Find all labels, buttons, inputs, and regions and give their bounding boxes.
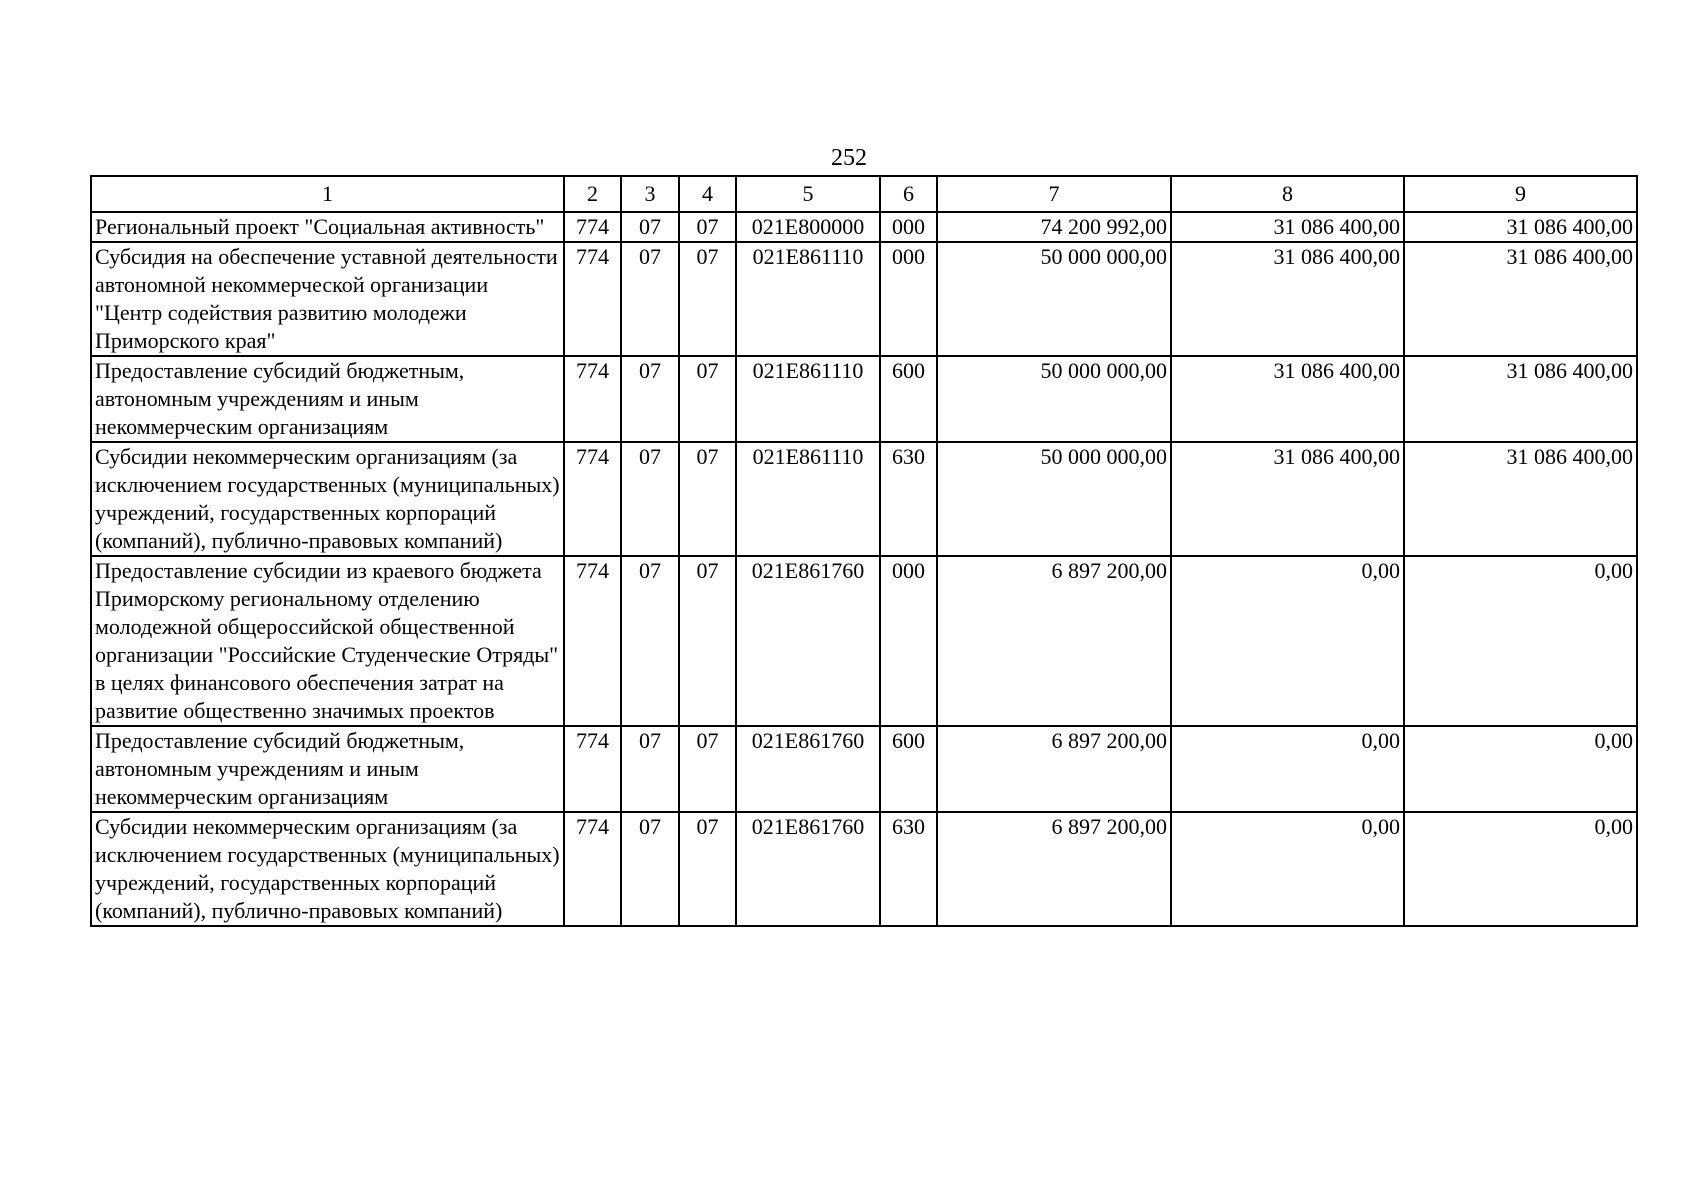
expense-type-code: 000	[880, 556, 937, 726]
amount-col8: 0,00	[1171, 812, 1404, 926]
amount-col9: 31 086 400,00	[1404, 242, 1637, 356]
expense-type-code: 600	[880, 356, 937, 442]
amount-col7: 50 000 000,00	[937, 242, 1171, 356]
target-article-code: 021E861110	[736, 442, 880, 556]
section-code: 07	[621, 356, 679, 442]
amount-col7: 6 897 200,00	[937, 556, 1171, 726]
subsection-code: 07	[679, 356, 736, 442]
table-row	[91, 812, 1637, 926]
budget-table	[90, 175, 1638, 927]
ministry-code: 774	[564, 556, 621, 726]
amount-col7: 50 000 000,00	[937, 356, 1171, 442]
expense-type-code: 630	[880, 812, 937, 926]
section-code: 07	[621, 812, 679, 926]
target-article-code: 021E800000	[736, 212, 880, 242]
section-code: 07	[621, 556, 679, 726]
target-article-code: 021E861760	[736, 726, 880, 812]
column-header: 3	[621, 176, 679, 212]
ministry-code: 774	[564, 242, 621, 356]
row-name: Предоставление субсидий бюджетным, автономным учреждениям и иным некоммерческим организациям	[91, 356, 564, 442]
column-header: 7	[937, 176, 1171, 212]
column-header: 9	[1404, 176, 1637, 212]
subsection-code: 07	[679, 212, 736, 242]
column-header: 6	[880, 176, 937, 212]
target-article-code: 021E861760	[736, 556, 880, 726]
column-header: 2	[564, 176, 621, 212]
amount-col9: 0,00	[1404, 556, 1637, 726]
ministry-code: 774	[564, 812, 621, 926]
expense-type-code: 000	[880, 212, 937, 242]
amount-col7: 6 897 200,00	[937, 812, 1171, 926]
row-name: Субсидия на обеспечение уставной деятельности автономной некоммерческой организации "Центр содействия развитию молодежи Приморского края"	[91, 242, 564, 356]
column-header: 5	[736, 176, 880, 212]
column-number-row	[91, 176, 1637, 212]
table-body	[91, 212, 1637, 926]
ministry-code: 774	[564, 726, 621, 812]
table-row	[91, 212, 1637, 242]
section-code: 07	[621, 242, 679, 356]
section-code: 07	[621, 442, 679, 556]
column-header: 4	[679, 176, 736, 212]
amount-col7: 74 200 992,00	[937, 212, 1171, 242]
expense-type-code: 600	[880, 726, 937, 812]
target-article-code: 021E861110	[736, 356, 880, 442]
amount-col8: 31 086 400,00	[1171, 242, 1404, 356]
ministry-code: 774	[564, 212, 621, 242]
target-article-code: 021E861110	[736, 242, 880, 356]
ministry-code: 774	[564, 442, 621, 556]
subsection-code: 07	[679, 556, 736, 726]
amount-col7: 50 000 000,00	[937, 442, 1171, 556]
amount-col8: 31 086 400,00	[1171, 212, 1404, 242]
amount-col9: 31 086 400,00	[1404, 356, 1637, 442]
row-name: Предоставление субсидий бюджетным, автономным учреждениям и иным некоммерческим организациям	[91, 726, 564, 812]
row-name: Предоставление субсидии из краевого бюджета Приморскому региональному отделению молодежной общероссийской общественной организации "Российские Студенческие Отряды" в целях финансового обеспечения затрат на развитие общественно значимых проектов	[91, 556, 564, 726]
page-number: 252	[831, 145, 867, 171]
subsection-code: 07	[679, 242, 736, 356]
subsection-code: 07	[679, 726, 736, 812]
row-name: Региональный проект "Социальная активность"	[91, 212, 564, 242]
amount-col9: 0,00	[1404, 726, 1637, 812]
amount-col8: 31 086 400,00	[1171, 442, 1404, 556]
column-header: 1	[91, 176, 564, 212]
amount-col8: 0,00	[1171, 556, 1404, 726]
section-code: 07	[621, 212, 679, 242]
amount-col8: 0,00	[1171, 726, 1404, 812]
row-name: Субсидии некоммерческим организациям (за исключением государственных (муниципальных) учреждений, государственных корпораций (компаний), публично-правовых компаний)	[91, 442, 564, 556]
column-header: 8	[1171, 176, 1404, 212]
ministry-code: 774	[564, 356, 621, 442]
table-row	[91, 556, 1637, 726]
amount-col9: 0,00	[1404, 812, 1637, 926]
expense-type-code: 000	[880, 242, 937, 356]
amount-col9: 31 086 400,00	[1404, 212, 1637, 242]
table-row	[91, 726, 1637, 812]
amount-col8: 31 086 400,00	[1171, 356, 1404, 442]
target-article-code: 021E861760	[736, 812, 880, 926]
section-code: 07	[621, 726, 679, 812]
table-row	[91, 242, 1637, 356]
table-row	[91, 356, 1637, 442]
table-row	[91, 442, 1637, 556]
amount-col7: 6 897 200,00	[937, 726, 1171, 812]
subsection-code: 07	[679, 442, 736, 556]
amount-col9: 31 086 400,00	[1404, 442, 1637, 556]
expense-type-code: 630	[880, 442, 937, 556]
subsection-code: 07	[679, 812, 736, 926]
row-name: Субсидии некоммерческим организациям (за исключением государственных (муниципальных) учреждений, государственных корпораций (компаний), публично-правовых компаний)	[91, 812, 564, 926]
